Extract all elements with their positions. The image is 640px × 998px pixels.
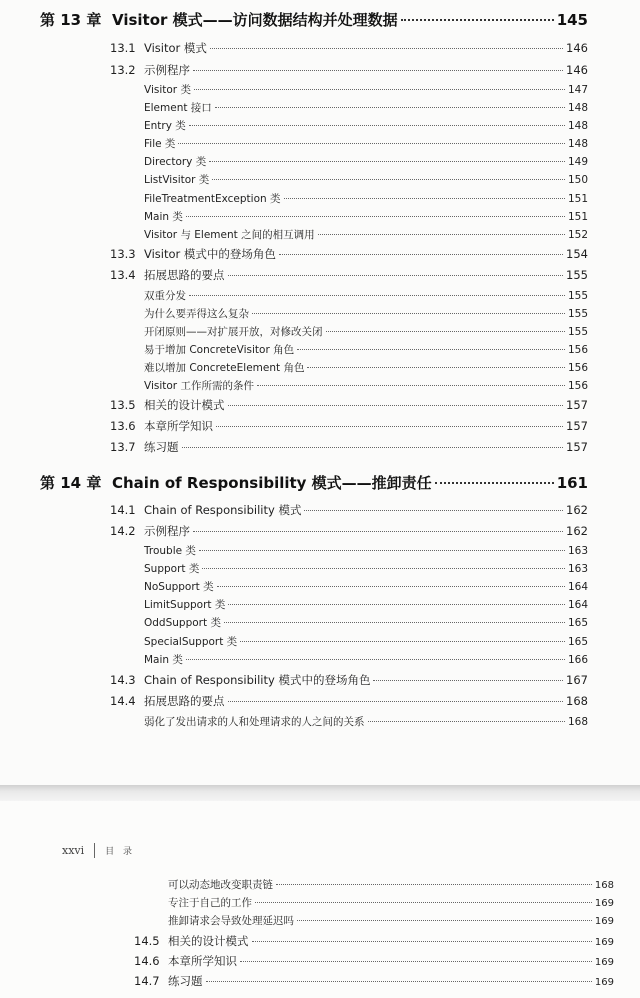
- toc-entry: 14.7 练习题 169: [134, 974, 614, 988]
- toc-entry: FileTreatmentException 类 151: [144, 193, 588, 205]
- toc-entry: 专注于自己的工作 169: [168, 897, 614, 909]
- toc-entry: Directory 类 149: [144, 156, 588, 168]
- toc-entry: Visitor 类 147: [144, 84, 588, 96]
- toc-entry: 13.3 Visitor 模式中的登场角色 154: [110, 247, 588, 261]
- toc-entry: Visitor 工作所需的条件 156: [144, 380, 588, 392]
- toc-entry: 易于增加 ConcreteVisitor 角色 156: [144, 344, 588, 356]
- toc-entry: 为什么要弄得这么复杂 155: [144, 308, 588, 320]
- toc-entry: LimitSupport 类 164: [144, 599, 588, 611]
- toc-entry: 开闭原则——对扩展开放，对修改关闭 155: [144, 326, 588, 338]
- toc-entry: 13.1 Visitor 模式 146: [110, 41, 588, 55]
- toc-entry: 双重分发 155: [144, 290, 588, 302]
- toc-entry: 14.4 拓展思路的要点 168: [110, 694, 588, 708]
- page-number: xxvi: [62, 844, 85, 857]
- toc-entry: NoSupport 类 164: [144, 581, 588, 593]
- page-header: [62, 843, 135, 858]
- header-section-title: 目 录: [105, 847, 136, 857]
- toc-entry: ListVisitor 类 150: [144, 174, 588, 186]
- toc-entry: 14.6 本章所学知识 169: [134, 954, 614, 968]
- toc-entry: Support 类 163: [144, 563, 588, 575]
- toc-entry: Element 接口 148: [144, 102, 588, 114]
- toc-entry: 弱化了发出请求的人和处理请求的人之间的关系 168: [144, 716, 588, 728]
- toc-entry: 14.2 示例程序 162: [110, 524, 588, 538]
- toc-entry: 推卸请求会导致处理延迟吗 169: [168, 915, 614, 927]
- toc-entry: Main 类 166: [144, 654, 588, 666]
- page-gap: [0, 785, 640, 801]
- header-divider: [94, 843, 95, 858]
- toc-entry: 14.5 相关的设计模式 169: [134, 934, 614, 948]
- toc-entry: 难以增加 ConcreteElement 角色 156: [144, 362, 588, 374]
- toc-entry: File 类 148: [144, 138, 588, 150]
- toc-entry: 13.4 拓展思路的要点 155: [110, 268, 588, 282]
- toc-entry: 13.2 示例程序 146: [110, 63, 588, 77]
- toc-entry: 14.3 Chain of Responsibility 模式中的登场角色 167: [110, 673, 588, 687]
- toc-entry: SpecialSupport 类 165: [144, 636, 588, 648]
- chapter-13-heading: 第 13 章 Visitor 模式——访问数据结构并处理数据 145: [40, 11, 588, 29]
- toc-entry: 13.6 本章所学知识 157: [110, 419, 588, 433]
- toc-entry: OddSupport 类 165: [144, 617, 588, 629]
- chapter-14-heading: 第 14 章 Chain of Responsibility 模式——推卸责任 161: [40, 474, 588, 492]
- toc-entry: Trouble 类 163: [144, 545, 588, 557]
- toc-entry: Visitor 与 Element 之间的相互调用 152: [144, 229, 588, 241]
- toc-entry: 可以动态地改变职责链 168: [168, 879, 614, 891]
- toc-entry: Entry 类 148: [144, 120, 588, 132]
- toc-entry: Main 类 151: [144, 211, 588, 223]
- toc-entry: 14.1 Chain of Responsibility 模式 162: [110, 503, 588, 517]
- toc-entry: 13.5 相关的设计模式 157: [110, 398, 588, 412]
- toc-entry: 13.7 练习题 157: [110, 440, 588, 454]
